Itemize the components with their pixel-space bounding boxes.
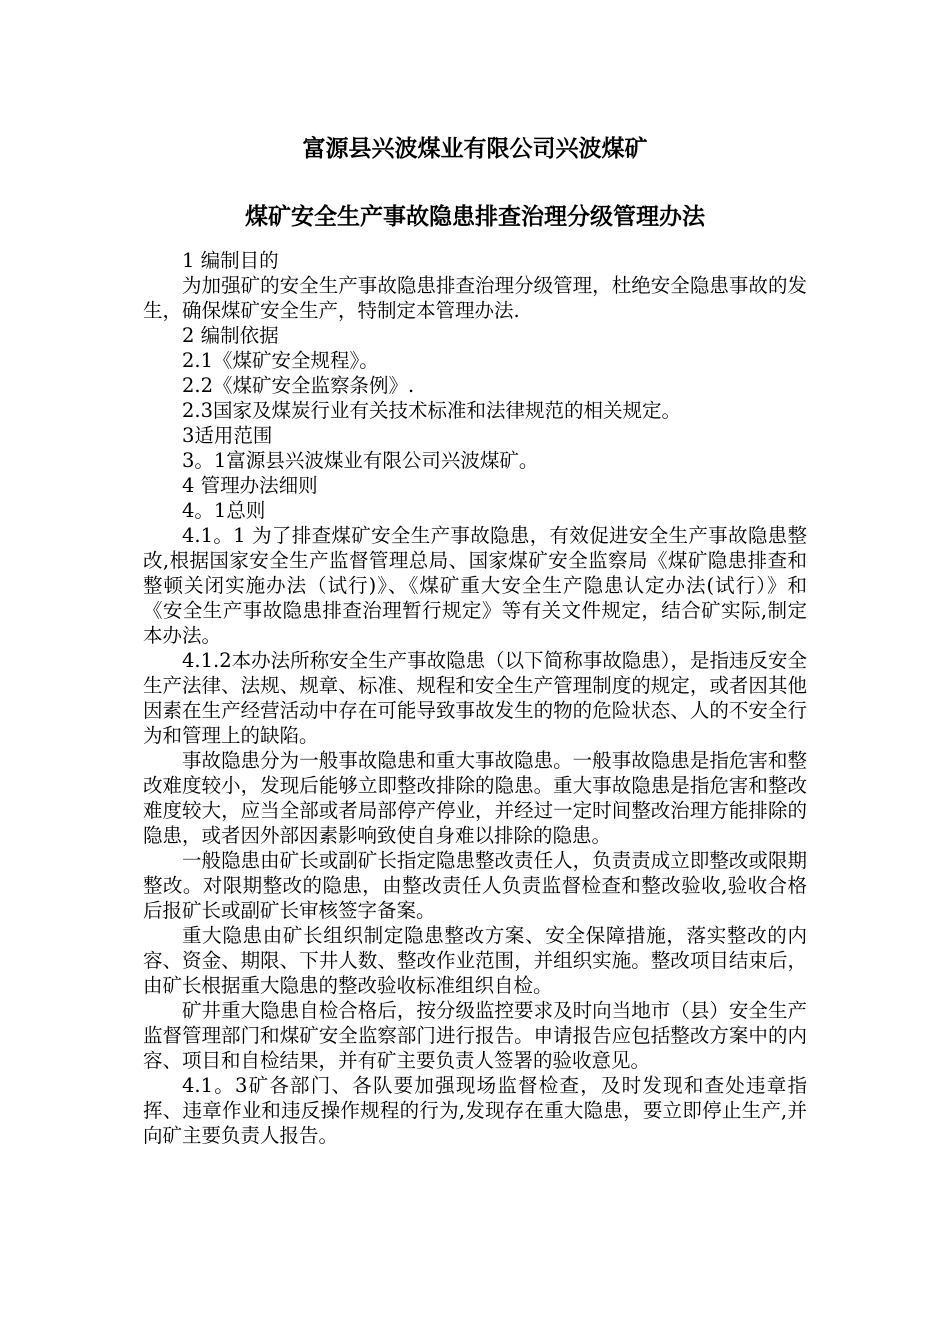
body-paragraph: 4.1。1 为了排查煤矿安全生产事故隐患，有效促进安全生产事故隐患整改,根据国家安全生产监督管理总局、国家煤矿安全监察局《煤矿隐患排查和整顿关闭实施办法（试行)》、《煤矿重大安全生产隐患认定办法(试行）》和《安全生产事故隐患排查治理暂行规定》等有关文件规定，结合矿实际,制定本办法。 <box>143 524 807 647</box>
body-paragraph: 事故隐患分为一般事故隐患和重大事故隐患。一般事故隐患是指危害和整改难度较小，发现后能够立即整改排除的隐患。重大事故隐患是指危害和整改难度较大，应当全部或者局部停产停业，并经过一定时间整改治理方能排除的隐患，或者因外部因素影响致使自身难以排除的隐患。 <box>143 749 807 847</box>
company-title: 富源县兴波煤业有限公司兴波煤矿 <box>302 135 648 162</box>
body-paragraph: 4.1。3矿各部门、各队要加强现场监督检查，及时发现和查处违章指挥、违章作业和违反操作规程的行为,发现存在重大隐患，要立即停止生产,并向矿主要负责人报告。 <box>143 1074 807 1147</box>
section-heading: 3适用范围 <box>182 424 273 447</box>
document-title: 煤矿安全生产事故隐患排查治理分级管理办法 <box>245 203 705 230</box>
section-heading: 4。1总则 <box>182 499 266 522</box>
body-paragraph: 一般隐患由矿长或副矿长指定隐患整改责任人，负责责成立即整改或限期整改。对限期整改的隐患，由整改责任人负责监督检查和整改验收,验收合格后报矿长或副矿长审核签字备案。 <box>143 849 807 922</box>
section-heading: 4 管理办法细则 <box>182 474 318 497</box>
body-paragraph: 4.1.2本办法所称安全生产事故隐患（以下简称事故隐患），是指违反安全生产法律、法规、规章、标准、规程和安全生产管理制度的规定，或者因其他因素在生产经营活动中存在可能导致事故发生的物的危险状态、人的不安全行为和管理上的缺陷。 <box>143 649 807 747</box>
section-heading: 1 编制目的 <box>182 249 279 272</box>
section-heading: 2.3国家及煤炭行业有关技术标准和法律规范的相关规定。 <box>182 399 682 422</box>
document-page <box>143 0 807 1148</box>
section-heading: 2.2《煤矿安全监察条例》. <box>182 374 415 397</box>
section-heading: 2 编制依据 <box>182 324 279 347</box>
section-heading: 3。1富源县兴波煤业有限公司兴波煤矿。 <box>182 449 539 472</box>
section-heading: 2.1《煤矿安全规程》。 <box>182 349 379 372</box>
body-paragraph: 矿井重大隐患自检合格后，按分级监控要求及时向当地市（县）安全生产监督管理部门和煤矿安全监察部门进行报告。申请报告应包括整改方案中的内容、项目和自检结果，并有矿主要负责人签署的验收意见。 <box>143 999 807 1072</box>
body-paragraph: 为加强矿的安全生产事故隐患排查治理分级管理，杜绝安全隐患事故的发生，确保煤矿安全生产，特制定本管理办法. <box>143 274 807 322</box>
document-body <box>143 248 807 1148</box>
body-paragraph: 重大隐患由矿长组织制定隐患整改方案、安全保障措施，落实整改的内容、资金、期限、下井人数、整改作业范围，并组织实施。整改项目结束后，由矿长根据重大隐患的整改验收标准组织自检。 <box>143 924 807 997</box>
